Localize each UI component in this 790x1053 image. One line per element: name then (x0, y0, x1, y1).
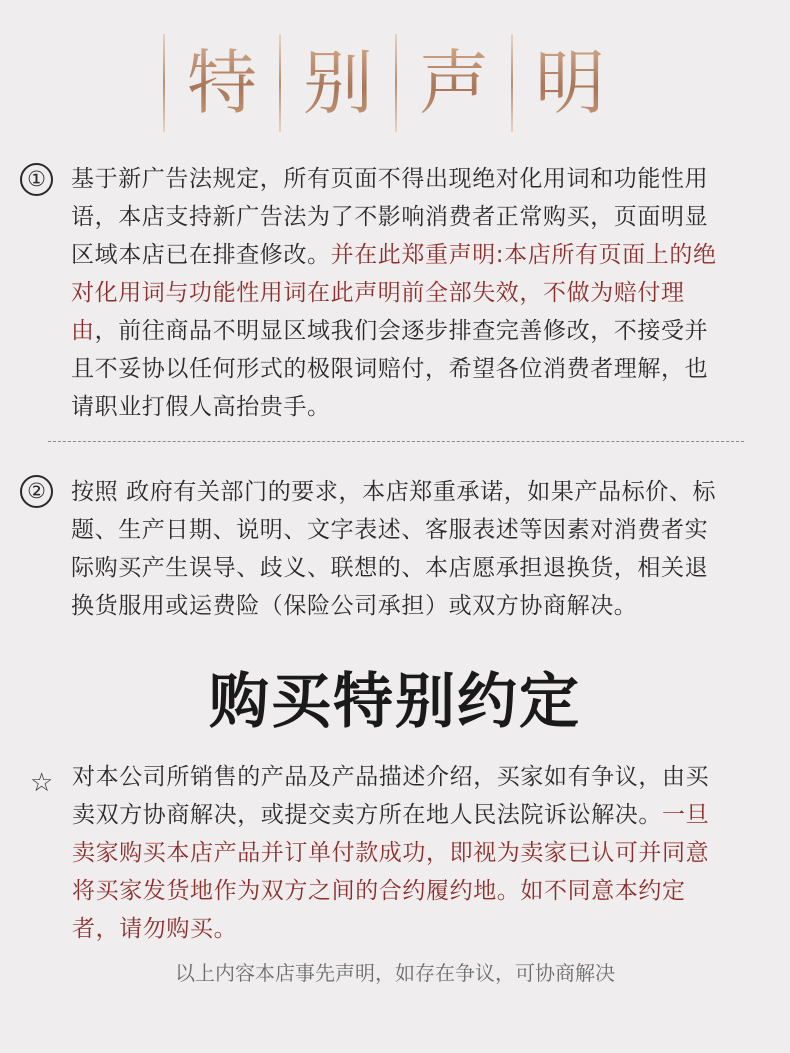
purchase-agreement-heading: 购买特别约定 (209, 667, 581, 737)
statement-1-text (71, 160, 731, 426)
number-2-icon: ② (20, 475, 53, 508)
title-char: 别 (281, 34, 395, 132)
section-divider (48, 441, 744, 442)
statement-2-text: 按照 政府有关部门的要求，本店郑重承诺，如果产品标价、标题、生产日期、说明、文字表述、客服表述等因素对消费者实际购买产生误导、歧义、联想的、本店愿承担退换货，相关退换货服用或运费险（保险公司承担）或双方协商解决。 (71, 479, 717, 619)
statement-1-normal-text-2: ，前往商品不明显区域我们会逐步排查完善修改，不接受并且不妥协以任何形式的极限词赔付，希望各位消费者理解，也请职业打假人高抬贵手。 (71, 318, 709, 420)
agreement-normal-text: 对本公司所销售的产品及产品描述介绍，买家如有争议，由买卖双方协商解决，或提交卖方所在地人民法院诉讼解决。 (72, 764, 710, 828)
agreement-highlight-text: 一旦卖家购买本店产品并订单付款成功，即视为卖家已认可并同意将买家发货地作为双方之间的合约履约地。如不同意本约定者，请勿购买。 (72, 802, 710, 942)
footer-note: 以上内容本店事先声明，如存在争议，可协商解决 (175, 961, 615, 985)
statement-1-highlight-text: 并在此郑重声明:本店所有页面上的绝对化用词与功能性用词在此声明前全部失效，不做为赔付理由 (71, 242, 717, 344)
title-char: 明 (513, 34, 627, 132)
page-title (0, 34, 790, 132)
title-char: 声 (397, 34, 511, 132)
title-char: 特 (165, 34, 279, 132)
agreement-text (72, 758, 722, 948)
star-icon: ☆ (30, 768, 54, 798)
number-1-icon: ① (20, 163, 53, 196)
statement-1-normal-text: 基于新广告法规定，所有页面不得出现绝对化用词和功能性用语，本店支持新广告法为了不影响消费者正常购买，页面明显区域本店已在排查修改。 (71, 166, 709, 268)
